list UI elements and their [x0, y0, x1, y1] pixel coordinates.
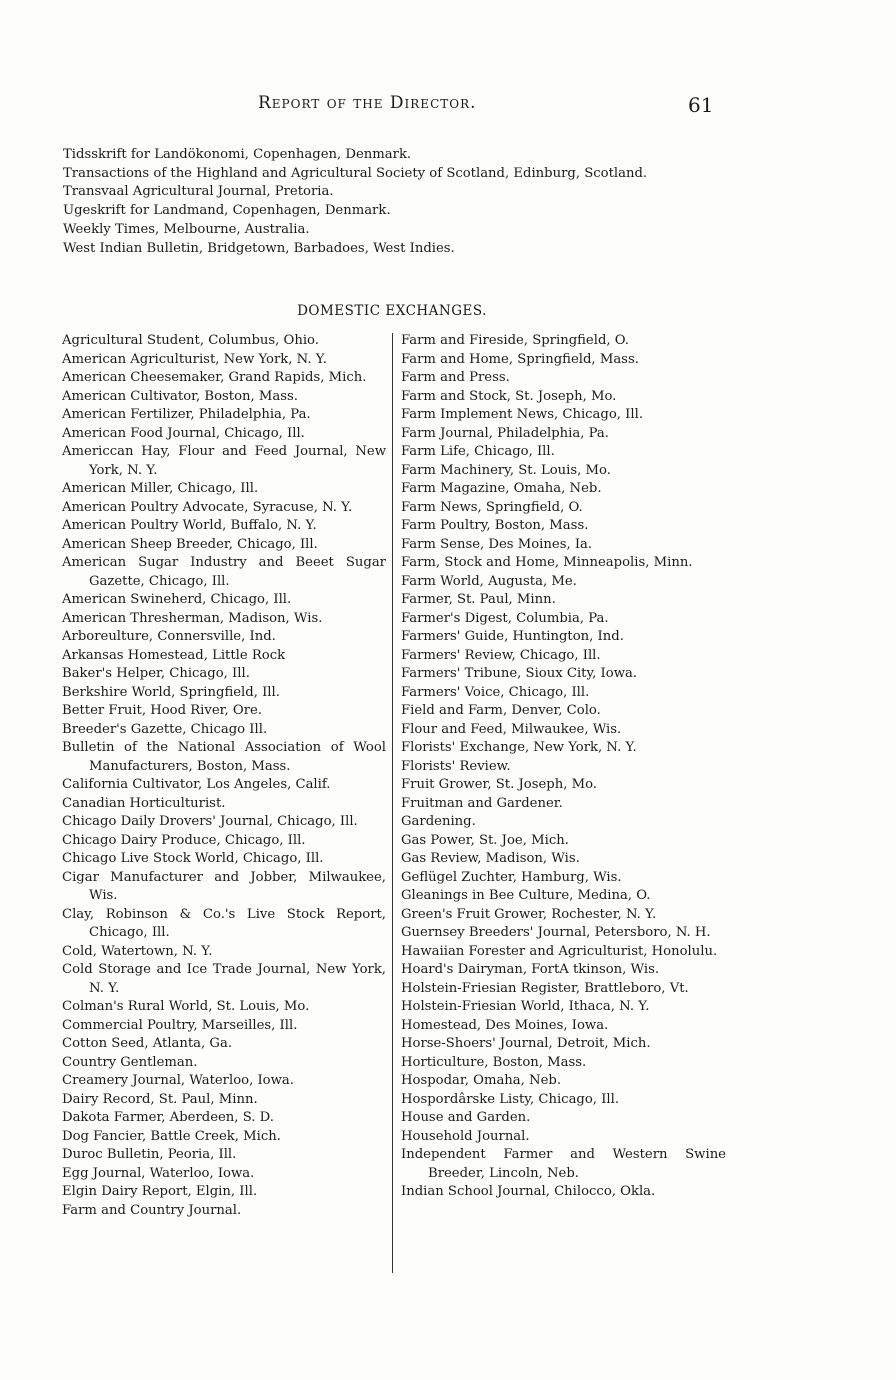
list-item: Guernsey Breeders' Journal, Petersboro, N. H. [401, 925, 711, 940]
list-item: Holstein-Friesian Register, Brattleboro, Vt. [401, 980, 689, 996]
list-item: Horse-Shoers' Journal, Detroit, Mich. [401, 1036, 651, 1051]
list-item: Farm Magazine, Omaha, Neb. [401, 481, 602, 496]
list-item: Farmer's Digest, Columbia, Pa. [401, 610, 609, 626]
list-item: American Thresherman, Madison, Wis. [62, 610, 323, 626]
list-item: Farmers' Guide, Huntington, Ind. [401, 629, 624, 644]
list-item: Baker's Helper, Chicago, Ill. [62, 666, 250, 681]
list-item: Farm Implement News, Chicago, Ill. [401, 407, 644, 422]
list-item: Farmers' Voice, Chicago, Ill. [401, 684, 590, 700]
list-item: Holstein-Friesian World, Ithaca, N. Y. [401, 999, 650, 1014]
list-item: Hospodar, Omaha, Neb. [401, 1073, 562, 1088]
list-item: Dakota Farmer, Aberdeen, S. D. [62, 1110, 274, 1125]
list-item: Indian School Journal, Chilocco, Okla. [401, 1184, 656, 1199]
list-item: American Poultry World, Buffalo, N. Y. [62, 518, 317, 533]
list-item: Field and Farm, Denver, Colo. [401, 703, 601, 718]
list-item: Hoard's Dairyman, FortA tkinson, Wis. [401, 962, 660, 977]
list-item: Geflügel Zuchter, Hamburg, Wis. [401, 869, 622, 885]
list-item: Farm Life, Chicago, Ill. [401, 444, 555, 459]
list-item: Egg Journal, Waterloo, Iowa. [62, 1165, 255, 1181]
list-item: Farm and Country Journal. [62, 1202, 242, 1218]
list-item: Fruit Grower, St. Joseph, Mo. [401, 777, 598, 792]
list-item: Berkshire World, Springfield, Ill. [62, 684, 280, 700]
column-divider [392, 333, 393, 1273]
list-item: Breeder's Gazette, Chicago Ill. [62, 721, 268, 737]
list-item: American Swineherd, Chicago, Ill. [62, 592, 292, 607]
list-item: Farm Sense, Des Moines, Ia. [401, 536, 593, 552]
list-item: Clay, Robinson & Co.'s Live Stock Report, Chicago, Ill. [62, 906, 386, 940]
list-item: Bulletin of the National Association of Wool Manufacturers, Boston, Mass. [62, 740, 386, 774]
list-item: American Food Journal, Chicago, Ill. [62, 425, 305, 441]
list-item: Farm Journal, Philadelphia, Pa. [401, 425, 609, 441]
list-item: Ugeskrift for Landmand, Copenhagen, Denmark. [63, 203, 391, 219]
list-item: American Sugar Industry and Beeet Sugar Gazette, Chicago, Ill. [62, 555, 386, 589]
list-item: Fruitman and Gardener. [401, 795, 563, 811]
domestic-left-column [62, 332, 386, 1220]
running-head-title: Report of the Director. [258, 93, 477, 113]
list-item: Dairy Record, St. Paul, Minn. [62, 1091, 258, 1107]
list-item: Homestead, Des Moines, Iowa. [401, 1017, 609, 1033]
list-item: Farm and Press. [401, 370, 510, 385]
list-item: Flour and Feed, Milwaukee, Wis. [401, 721, 622, 737]
list-item: American Poultry Advocate, Syracuse, N. Y. [62, 499, 353, 515]
list-item: Horticulture, Boston, Mass. [401, 1054, 587, 1070]
list-item: Better Fruit, Hood River, Ore. [62, 703, 263, 718]
list-item: Farmers' Review, Chicago, Ill. [401, 647, 601, 663]
list-item: Farm, Stock and Home, Minneapolis, Minn. [401, 555, 693, 570]
domestic-exchanges-heading: DOMESTIC EXCHANGES. [297, 303, 487, 319]
list-item: Gas Power, St. Joe, Mich. [401, 832, 569, 848]
list-item: Tidsskrift for Landökonomi, Copenhagen, Denmark. [63, 147, 412, 162]
foreign-exchanges-list [63, 146, 713, 258]
list-item: American Sheep Breeder, Chicago, Ill. [62, 536, 318, 552]
list-item: Hawaiian Forester and Agriculturist, Honolulu. [401, 943, 718, 959]
list-item: Cold, Watertown, N. Y. [62, 943, 213, 959]
list-item: Farm and Fireside, Springfield, O. [401, 333, 630, 348]
list-item: Arboreulture, Connersville, Ind. [62, 629, 276, 644]
page-number: 61 [688, 93, 714, 117]
list-item: Hospordârske Listy, Chicago, Ill. [401, 1091, 620, 1107]
list-item: Canadian Horticulturist. [62, 795, 226, 811]
list-item: American Agriculturist, New York, N. Y. [62, 351, 327, 367]
list-item: American Cheesemaker, Grand Rapids, Mich. [62, 370, 367, 385]
list-item: Transvaal Agricultural Journal, Pretoria. [63, 184, 334, 200]
list-item: Cigar Manufacturer and Jobber, Milwaukee, Wis. [62, 869, 386, 903]
list-item: Independent Farmer and Western Swine Breeder, Lincoln, Neb. [401, 1147, 726, 1181]
list-item: Colman's Rural World, St. Louis, Mo. [62, 999, 310, 1014]
domestic-right-column [401, 332, 726, 1202]
list-item: Farm and Home, Springfield, Mass. [401, 351, 639, 367]
list-item: Duroc Bulletin, Peoria, Ill. [62, 1147, 237, 1162]
list-item: Household Journal. [401, 1128, 530, 1144]
list-item: Cotton Seed, Atlanta, Ga. [62, 1036, 233, 1051]
list-item: Commercial Poultry, Marseilles, Ill. [62, 1017, 298, 1033]
list-item: Farm World, Augusta, Me. [401, 573, 577, 589]
list-item: American Fertilizer, Philadelphia, Pa. [62, 407, 311, 422]
list-item: Chicago Dairy Produce, Chicago, Ill. [62, 832, 306, 848]
list-item: Country Gentleman. [62, 1054, 198, 1070]
list-item: Farmers' Tribune, Sioux City, Iowa. [401, 666, 638, 681]
list-item: California Cultivator, Los Angeles, Calif. [62, 777, 331, 792]
list-item: Gas Review, Madison, Wis. [401, 851, 580, 866]
list-item: Green's Fruit Grower, Rochester, N. Y. [401, 906, 657, 922]
list-item: Transactions of the Highland and Agricultural Society of Scotland, Edinburg, Scotland. [63, 165, 648, 181]
list-item: Americcan Hay, Flour and Feed Journal, New York, N. Y. [62, 444, 386, 478]
list-item: American Cultivator, Boston, Mass. [62, 388, 299, 404]
list-item: Florists' Review. [401, 758, 511, 774]
list-item: House and Garden. [401, 1110, 531, 1125]
list-item: Farm News, Springfield, O. [401, 499, 583, 515]
list-item: Farmer, St. Paul, Minn. [401, 592, 556, 607]
list-item: Elgin Dairy Report, Elgin, Ill. [62, 1184, 258, 1199]
list-item: Agricultural Student, Columbus, Ohio. [62, 333, 319, 348]
list-item: Creamery Journal, Waterloo, Iowa. [62, 1073, 294, 1088]
list-item: Arkansas Homestead, Little Rock [62, 647, 286, 663]
list-item: Cold Storage and Ice Trade Journal, New York, N. Y. [62, 962, 386, 996]
list-item: Gleanings in Bee Culture, Medina, O. [401, 888, 651, 903]
list-item: American Miller, Chicago, Ill. [62, 481, 259, 496]
list-item: Chicago Daily Drovers' Journal, Chicago, Ill. [62, 814, 358, 829]
list-item: Farm Machinery, St. Louis, Mo. [401, 462, 611, 478]
list-item: Chicago Live Stock World, Chicago, Ill. [62, 851, 324, 866]
list-item: Weekly Times, Melbourne, Australia. [63, 221, 310, 237]
list-item: Farm and Stock, St. Joseph, Mo. [401, 388, 617, 404]
list-item: Florists' Exchange, New York, N. Y. [401, 740, 637, 755]
list-item: Farm Poultry, Boston, Mass. [401, 518, 589, 533]
list-item: West Indian Bulletin, Bridgetown, Barbadoes, West Indies. [63, 240, 455, 256]
list-item: Dog Fancier, Battle Creek, Mich. [62, 1128, 281, 1144]
list-item: Gardening. [401, 814, 476, 829]
